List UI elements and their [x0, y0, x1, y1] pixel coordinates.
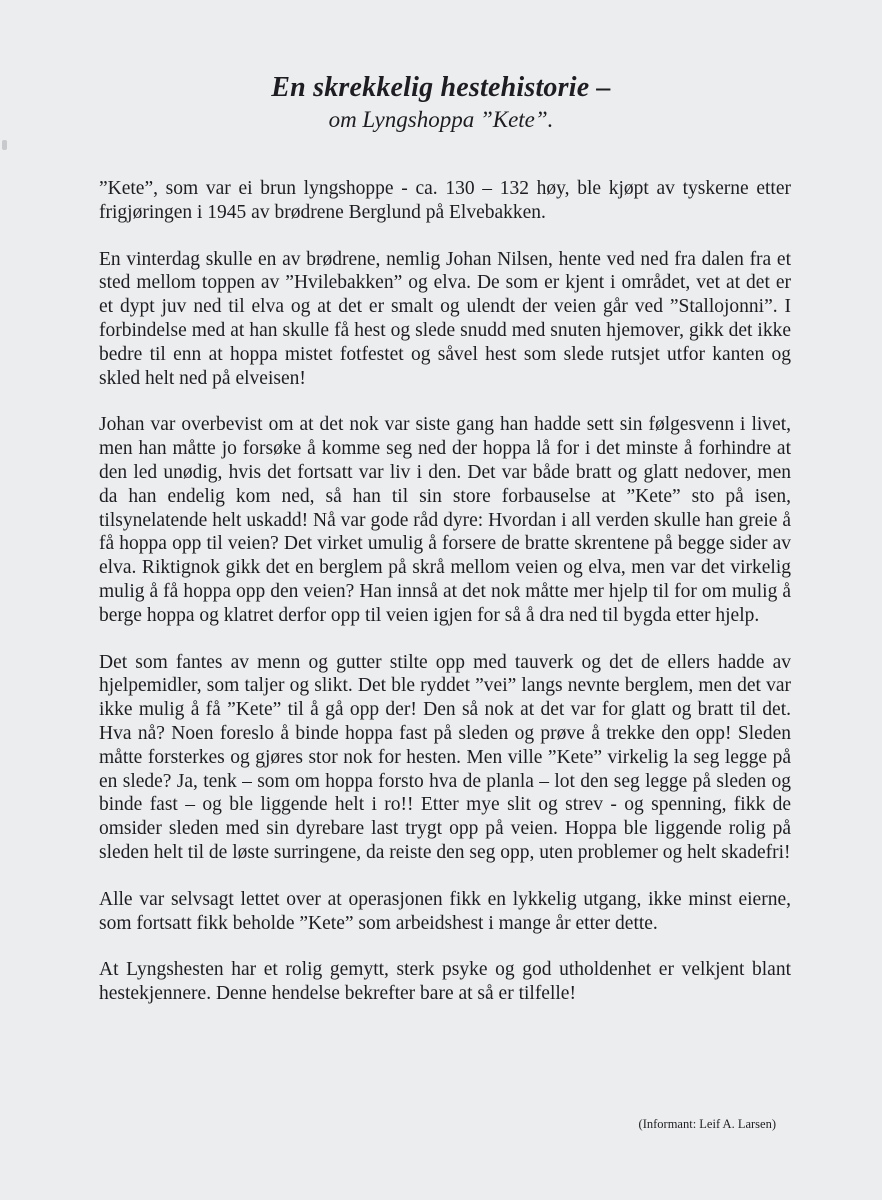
informant-credit: (Informant: Leif A. Larsen) — [638, 1117, 776, 1131]
document-title: En skrekkelig hestehistorie – — [271, 72, 611, 103]
title-block — [0, 70, 882, 134]
paragraph-3: Johan var overbevist om at det nok var siste gang han hadde sett sin følgesvenn i livet, men han måtte jo forsøke å komme seg ned der hoppa lå for i det minste å forhindre at den led unødig, hvis det fortsatt var liv i den. Det var både bratt og glatt nedover, men da han endelig kom ned, så han til sin store forbauselse at ”Kete” sto på isen, tilsynelatende helt uskadd! Nå var gode råd dyre: Hvordan i all verden skulle han greie å få hoppa opp til veien? Det virket umulig å forsere de bratte skrentene på begge sider av elva. Riktignok gikk det en berglem på skrå mellom veien og elva, men var det virkelig mulig å få hoppa opp den veien? Han innså at det nok måtte mer hjelp til for om mulig å berge hoppa og klatret derfor opp til veien igjen for så å dra ned til bygda etter hjelp. — [99, 414, 791, 626]
paragraph-2: En vinterdag skulle en av brødrene, nemlig Johan Nilsen, hente ved ned fra dalen fra et sted mellom toppen av ”Hvilebakken” og elva. De som er kjent i området, vet at det er et dypt juv ned til elva og at det er smalt og ulendt der veien går ved ”Stallojonni”. I forbindelse med at han skulle få hest og slede snudd med snuten hjemover, gikk det ikke bedre til enn at hoppa mistet fotfestet og såvel hest som slede rutsjet utfor kanten og skled helt ned på elveisen! — [99, 248, 791, 389]
paragraph-5: Alle var selvsagt lettet over at operasjonen fikk en lykkelig utgang, ikke minst eierne, som fortsatt fikk beholde ”Kete” som arbeidshest i mange år etter dette. — [99, 888, 791, 934]
paragraph-6: At Lyngshesten har et rolig gemytt, sterk psyke og god utholdenhet er velkjent blant hestekjennere. Denne hendelse bekrefter bare at så er tilfelle! — [99, 959, 791, 1005]
paragraph-1: ”Kete”, som var ei brun lyngshoppe - ca. 130 – 132 høy, ble kjøpt av tyskerne etter frigjøringen i 1945 av brødrene Berglund på Elvebakken. — [99, 178, 791, 223]
scan-artifact — [2, 140, 7, 150]
document-body — [99, 177, 791, 1029]
document-subtitle: om Lyngshoppa ”Kete”. — [328, 107, 554, 132]
paragraph-4: Det som fantes av menn og gutter stilte opp med tauverk og det de ellers hadde av hjelpemidler, som taljer og slikt. Det ble ryddet ”vei” langs nevnte berglem, men det var ikke mulig å få ”Kete” til å gå opp der! Den så nok at det var for glatt og bratt til det. Hva nå? Noen foreslo å binde hoppa fast på sleden og prøve å trekke den opp! Sleden måtte forsterkes og gjøres stor nok for hesten. Men ville ”Kete” virkelig la seg legge på en slede? Ja, tenk – som om hoppa forsto hva de planla – lot den seg legge på sleden og binde fast – og ble liggende helt i ro!! Etter mye slit og strev - og spenning, fikk de omsider sleden med sin dyrebare last trygt opp på veien. Hoppa ble liggende rolig på sleden helt til de løste surringene, da reiste den seg opp, uten problemer og helt skadefri! — [99, 651, 791, 863]
